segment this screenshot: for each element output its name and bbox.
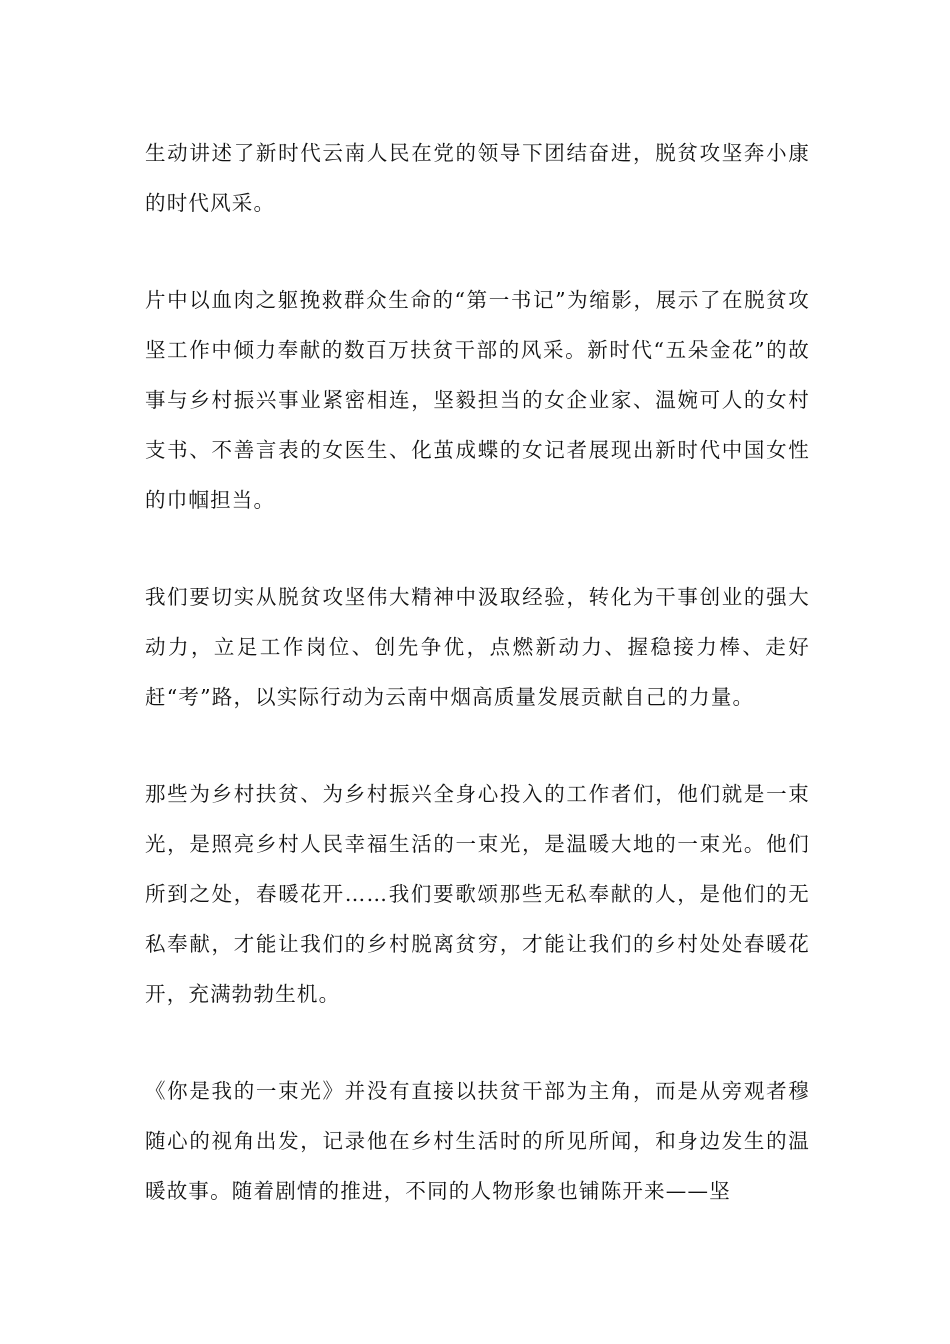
paragraph-5: 《你是我的一束光》并没有直接以扶贫干部为主角，而是从旁观者穆随心的视角出发，记录他在乡村生活时的所见所闻，和身边发生的温暖故事。随着剧情的推进，不同的人物形象也铺陈开来——坚 <box>145 1079 810 1203</box>
paragraph-1: 生动讲述了新时代云南人民在党的领导下团结奋进，脱贫攻坚奔小康的时代风采。 <box>145 141 810 215</box>
paragraph-3: 我们要切实从脱贫攻坚伟大精神中汲取经验，转化为干事创业的强大动力，立足工作岗位、创先争优，点燃新动力、握稳接力棒、走好赶“考”路，以实际行动为云南中烟高质量发展贡献自己的力量。 <box>145 585 810 709</box>
document-body <box>145 128 810 1216</box>
paragraph-2: 片中以血肉之躯挽救群众生命的“第一书记”为缩影，展示了在脱贫攻坚工作中倾力奉献的数百万扶贫干部的风采。新时代“五朵金花”的故事与乡村振兴事业紧密相连，坚毅担当的女企业家、温婉可人的女村支书、不善言表的女医生、化茧成蝶的女记者展现出新时代中国女性的巾帼担当。 <box>145 288 810 512</box>
paragraph-4: 那些为乡村扶贫、为乡村振兴全身心投入的工作者们，他们就是一束光，是照亮乡村人民幸福生活的一束光，是温暖大地的一束光。他们所到之处，春暖花开……我们要歌颂那些无私奉献的人，是他们的无私奉献，才能让我们的乡村脱离贫穷，才能让我们的乡村处处春暖花开，充满勃勃生机。 <box>145 782 810 1006</box>
